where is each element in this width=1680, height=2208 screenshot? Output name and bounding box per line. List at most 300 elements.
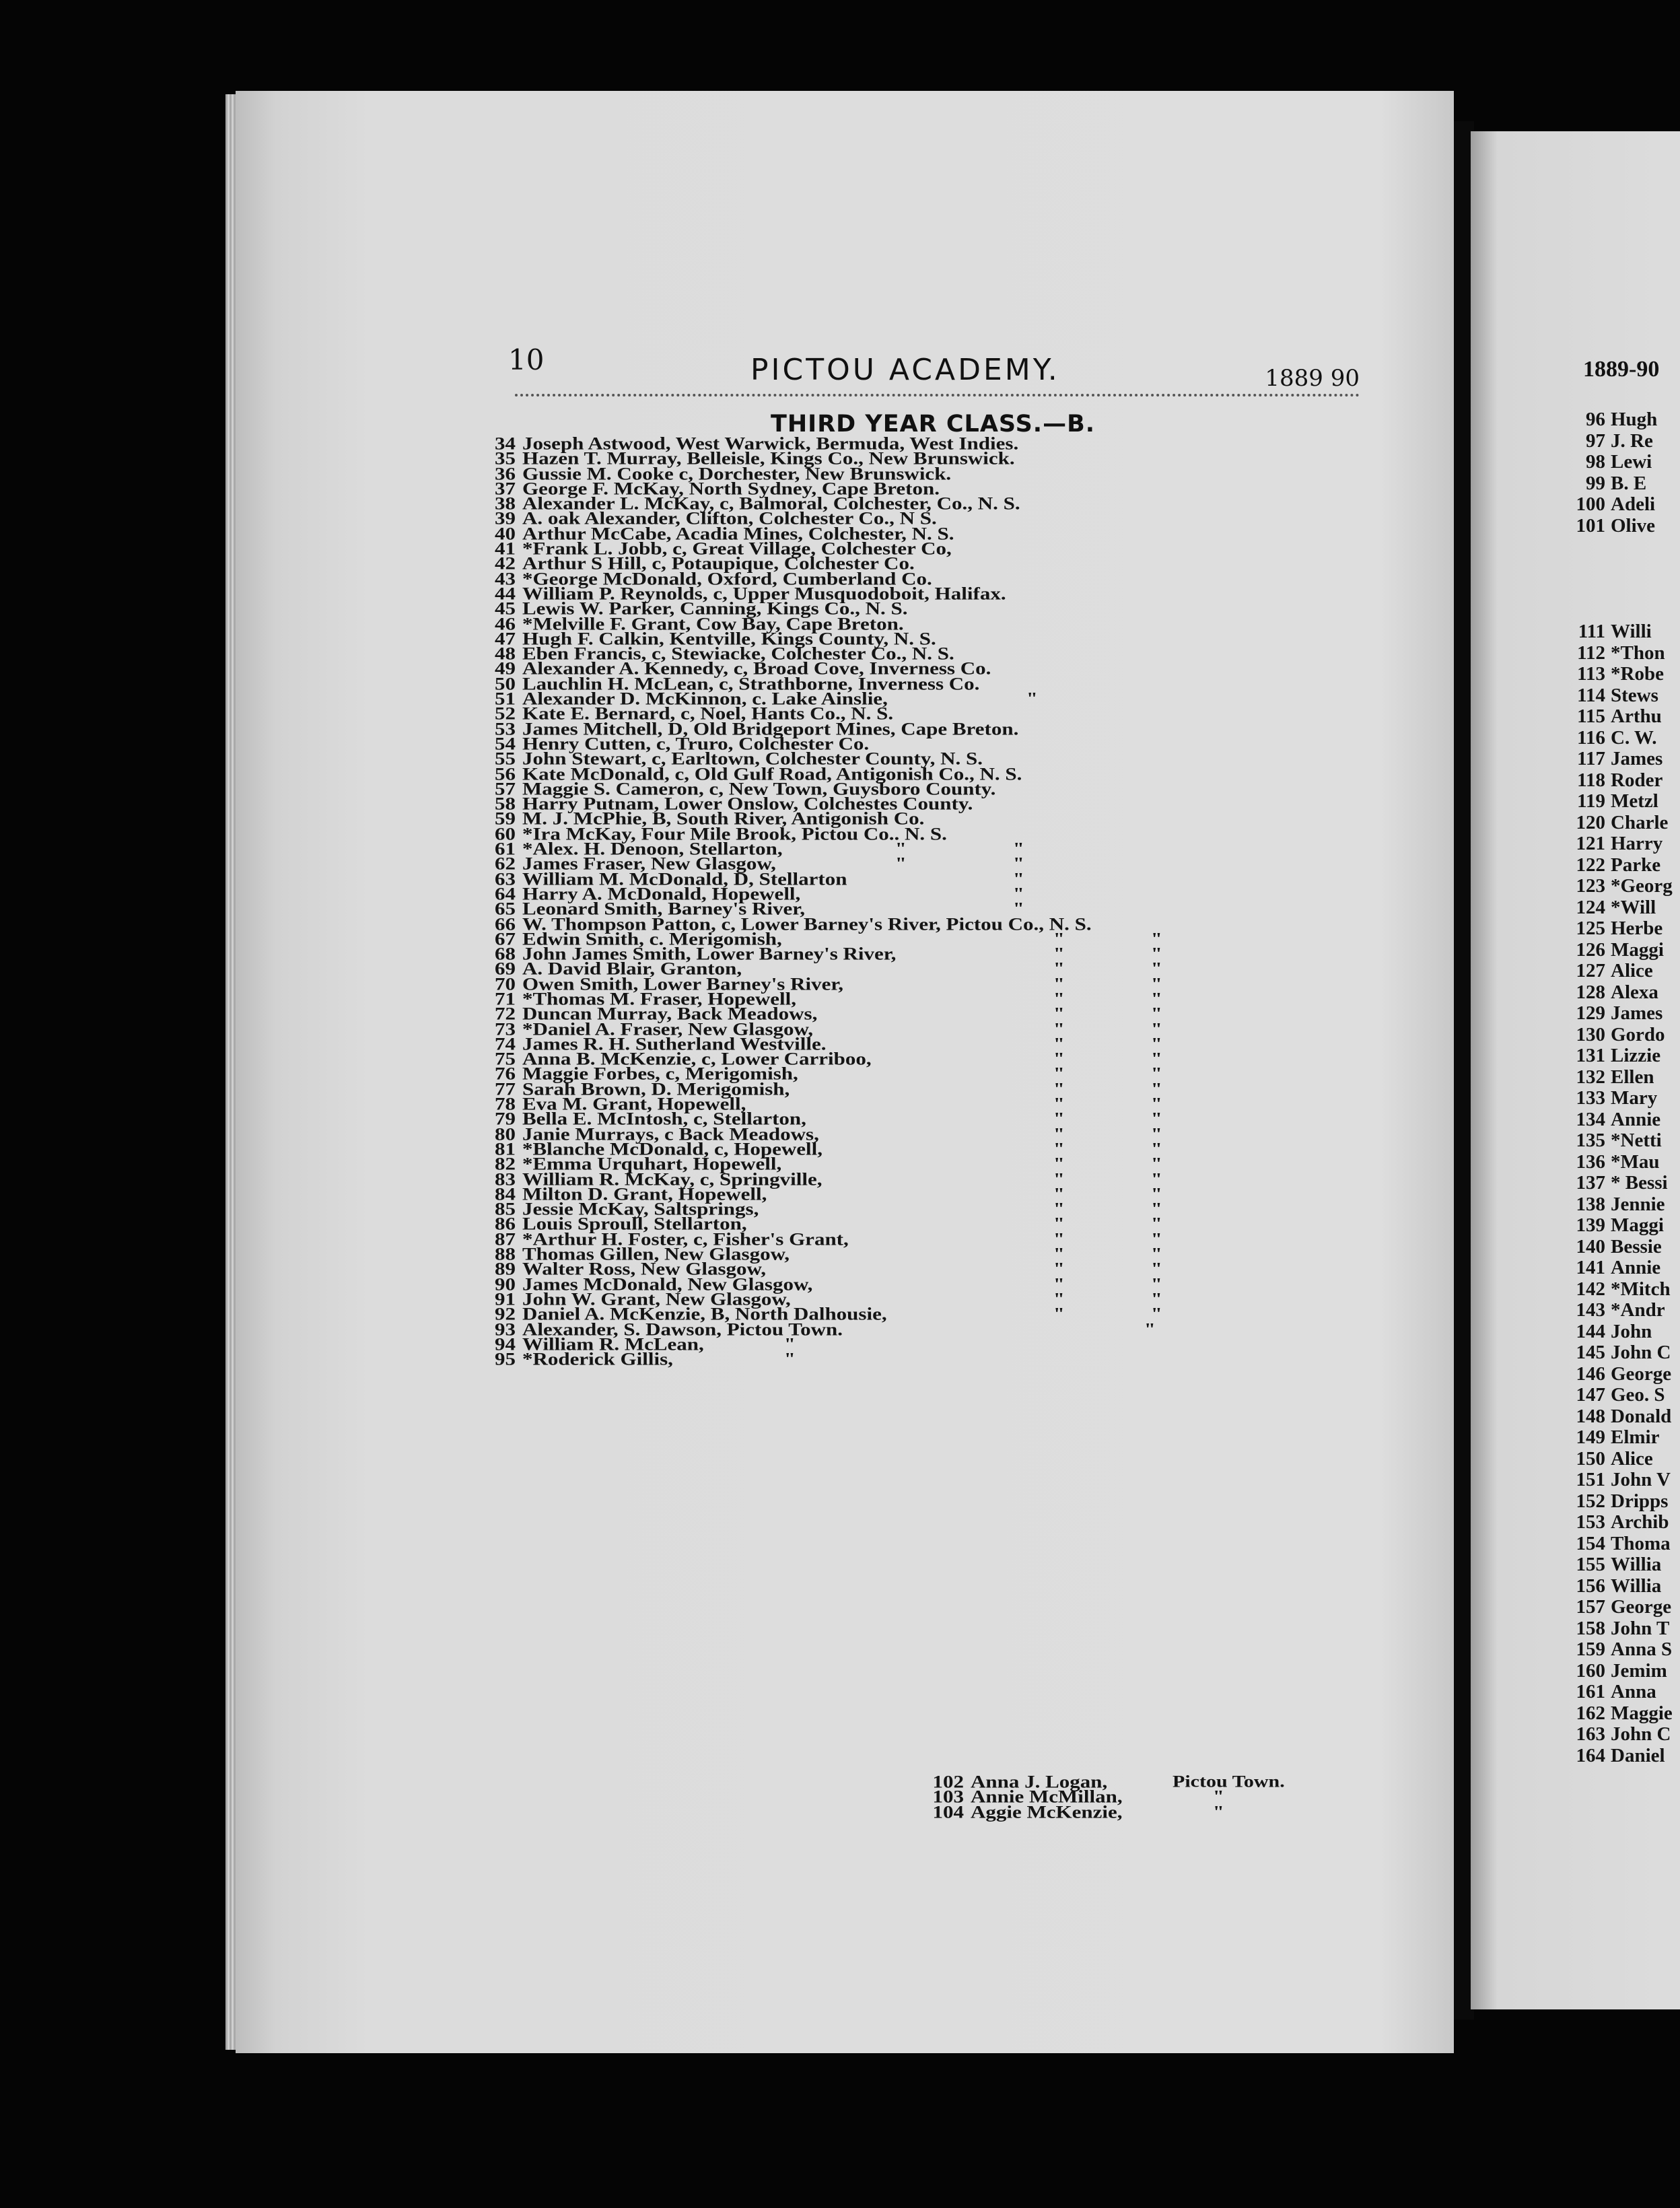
entry-number: 112 — [1577, 642, 1605, 664]
entry-text: Lewi — [1611, 451, 1652, 473]
entry-number: 75 — [495, 1049, 516, 1069]
ditto-mark: " — [1053, 959, 1065, 978]
entry-text: Harry — [1611, 833, 1663, 854]
entry-text: Harry Putnam, Lower Onslow, Colchestes County. — [522, 794, 973, 814]
list-item — [1572, 643, 1679, 664]
entry-number: 100 — [1576, 493, 1605, 515]
entry-text: Olive — [1611, 514, 1656, 537]
entry-text: Edwin Smith, c. Merigomish, — [522, 928, 782, 949]
ditto-mark: " — [1151, 1064, 1162, 1083]
entry-number: 137 — [1576, 1172, 1605, 1194]
entry-number: 85 — [495, 1199, 516, 1219]
entry-number: 79 — [495, 1109, 516, 1129]
student-list — [471, 433, 1312, 1369]
list-item — [1572, 1533, 1679, 1555]
entry-number: 39 — [495, 508, 516, 528]
entry-number: 136 — [1576, 1150, 1605, 1173]
entry-text: *Frank L. Jobb, c, Great Village, Colchester Co, — [522, 538, 952, 559]
ditto-mark: " — [1053, 1049, 1065, 1068]
entry-number: 143 — [1576, 1299, 1605, 1321]
entry-text: Owen Smith, Lower Barney's River, — [522, 973, 844, 994]
entry-text: Mary — [1611, 1087, 1658, 1109]
entry-number: 51 — [495, 688, 516, 709]
entry-text: Lewis W. Parker, Canning, Kings Co., N. S. — [522, 598, 908, 619]
entry-text: Gussie M. Cooke c, Dorchester, New Brunswick. — [522, 463, 952, 483]
second-column-list — [930, 1771, 1334, 1822]
entry-number: 117 — [1577, 748, 1605, 769]
entry-number: 68 — [495, 943, 516, 964]
running-title: PICTOU ACADEMY. — [750, 353, 1060, 387]
entry-text: John C — [1611, 1342, 1671, 1363]
entry-text: Kate E. Bernard, c, Noel, Hants Co., N. S. — [522, 703, 894, 724]
entry-number: 98 — [1586, 451, 1605, 473]
entry-number: 135 — [1576, 1130, 1605, 1151]
list-item — [1572, 918, 1679, 940]
list-item — [1572, 1554, 1679, 1576]
entry-number: 43 — [495, 568, 516, 588]
list-item — [1572, 876, 1679, 897]
list-item — [1572, 1237, 1679, 1258]
entry-text: Thoma — [1611, 1532, 1671, 1554]
entry-text: John T — [1611, 1617, 1670, 1639]
ditto-mark: " — [1151, 1274, 1162, 1294]
entry-text: John W. Grant, New Glasgow, — [522, 1288, 791, 1309]
entry-number: 148 — [1576, 1405, 1605, 1427]
ditto-mark: " — [1151, 974, 1162, 994]
entry-number: 138 — [1576, 1193, 1605, 1215]
entry-text: Jemim — [1611, 1659, 1667, 1682]
entry-text: James — [1611, 1002, 1663, 1024]
list-item — [1572, 685, 1679, 707]
ditto-mark: " — [1053, 1260, 1065, 1278]
entry-number: 164 — [1576, 1744, 1605, 1766]
entry-number: 140 — [1576, 1235, 1605, 1257]
entry-text: William R. McLean, — [522, 1334, 704, 1354]
ditto-mark: " — [1053, 1094, 1065, 1113]
entry-number: 81 — [495, 1138, 516, 1159]
entry-text: Gordo — [1611, 1023, 1665, 1045]
list-item — [1572, 537, 1679, 558]
list-item — [1572, 664, 1679, 685]
entry-number: 78 — [495, 1093, 516, 1114]
entry-text: Anna S — [1611, 1638, 1673, 1660]
list-item — [1572, 1088, 1679, 1109]
list-item — [1572, 1279, 1679, 1301]
list-item — [1572, 1639, 1679, 1661]
entry-text: *Emma Urquhart, Hopewell, — [522, 1154, 782, 1174]
list-item — [1572, 728, 1679, 749]
entry-text: Alexander A. Kennedy, c, Broad Cove, Inverness Co. — [522, 658, 991, 679]
list-item — [1572, 1406, 1679, 1428]
entry-text: *Will — [1611, 896, 1656, 918]
entry-number: 111 — [1578, 621, 1605, 642]
ditto-mark: " — [1053, 1184, 1065, 1204]
list-item — [1572, 452, 1679, 473]
ditto-mark: " — [895, 839, 907, 858]
list-item — [1572, 1152, 1679, 1173]
entry-text: Lauchlin H. McLean, c, Strathborne, Inverness Co. — [522, 673, 980, 694]
page-header — [508, 343, 1360, 390]
entry-text: Annie — [1611, 1257, 1661, 1278]
entry-number: 60 — [495, 823, 516, 844]
entry-text: John C — [1611, 1723, 1671, 1745]
list-item — [1572, 833, 1679, 855]
entry-number: 62 — [495, 854, 516, 874]
entry-text: George — [1611, 1362, 1672, 1385]
list-item — [1572, 558, 1679, 580]
entry-number: 97 — [1586, 429, 1605, 452]
list-item — [1572, 791, 1679, 813]
entry-text: George F. McKay, North Sydney, Cape Breton. — [522, 478, 940, 499]
list-item — [1572, 516, 1679, 537]
ditto-mark: " — [1053, 1199, 1065, 1218]
list-item — [1572, 961, 1679, 982]
entry-number: 104 — [932, 1801, 964, 1822]
entry-number: 92 — [495, 1304, 516, 1324]
list-item — [1572, 1067, 1679, 1089]
entry-text: Alice — [1611, 1447, 1653, 1470]
entry-text: Louis Sproull, Stellarton, — [522, 1214, 747, 1234]
entry-number: 69 — [495, 959, 516, 979]
entry-text: *George McDonald, Oxford, Cumberland Co. — [522, 568, 932, 588]
entry-text: Roder — [1611, 769, 1663, 791]
entry-text: William R. McKay, c, Springville, — [522, 1169, 823, 1189]
entry-number: 70 — [495, 973, 516, 994]
entry-number: 52 — [495, 703, 516, 724]
list-item — [1572, 579, 1679, 600]
list-item — [1572, 1215, 1679, 1237]
entry-number: 47 — [495, 628, 516, 649]
ditto-mark: " — [1013, 884, 1024, 903]
ditto-mark: " — [1013, 839, 1024, 858]
entry-number: 147 — [1576, 1384, 1605, 1406]
entry-text: Alexander L. McKay, c, Balmoral, Colchester, Co., N. S. — [522, 493, 1020, 514]
list-item — [1572, 770, 1679, 792]
ditto-mark: " — [1151, 1304, 1162, 1323]
ditto-mark: " — [1151, 1079, 1162, 1099]
list-item — [1572, 1300, 1679, 1321]
entry-text: Duncan Murray, Back Meadows, — [522, 1004, 818, 1024]
entry-text: Janie Murrays, c Back Meadows, — [522, 1124, 819, 1144]
entry-text: *Arthur H. Foster, c, Fisher's Grant, — [522, 1229, 849, 1249]
entry-text: Maggie Forbes, c, Merigomish, — [522, 1064, 798, 1084]
entry-number: 93 — [495, 1319, 516, 1339]
right-page-year: 1889-90 — [1583, 357, 1660, 382]
list-item — [1572, 1385, 1679, 1406]
ditto-mark: " — [1151, 1199, 1162, 1218]
list-item — [1572, 1364, 1679, 1385]
list-item — [1572, 982, 1679, 1004]
entry-text: C. W. — [1611, 726, 1657, 749]
entry-text: Dripps — [1611, 1490, 1669, 1512]
entry-number: 74 — [495, 1033, 516, 1054]
entry-text: Harry A. McDonald, Hopewell, — [522, 883, 801, 904]
list-item — [1572, 897, 1679, 919]
entry-text: Kate McDonald, c, Old Gulf Road, Antigonish Co., N. S. — [522, 763, 1022, 784]
entry-number: 72 — [495, 1004, 516, 1024]
entry-text: Jessie McKay, Saltsprings, — [522, 1199, 759, 1219]
entry-number: 113 — [1577, 663, 1605, 685]
entry-text: James Mitchell, D, Old Bridgeport Mines, Cape Breton. — [522, 718, 1019, 738]
entry-text: Stews — [1611, 684, 1658, 706]
entry-text: Willia — [1611, 1575, 1662, 1597]
entry-place: Pictou Town. — [1172, 1772, 1285, 1791]
list-item — [1572, 749, 1679, 770]
page-number: 10 — [508, 343, 545, 376]
entry-number: 121 — [1576, 833, 1605, 854]
ditto-mark: " — [1013, 854, 1024, 873]
ditto-mark: " — [1053, 929, 1065, 948]
entry-text: Hugh — [1611, 409, 1658, 430]
entry-text: Hazen T. Murray, Belleisle, Kings Co., New Brunswick. — [522, 448, 1015, 469]
ditto-mark: " — [1053, 1079, 1065, 1099]
entry-number: 116 — [1577, 726, 1605, 749]
list-item — [1572, 1427, 1679, 1449]
entry-text: *Blanche McDonald, c, Hopewell, — [522, 1138, 823, 1159]
entry-number: 35 — [495, 448, 516, 469]
entry-text: *Melville F. Grant, Cow Bay, Cape Breton. — [522, 613, 904, 633]
entry-text: *Thon — [1611, 642, 1665, 664]
entry-text: Hugh F. Calkin, Kentville, Kings County, N. S. — [522, 628, 936, 649]
entry-text: Joseph Astwood, West Warwick, Bermuda, West Indies. — [522, 433, 1019, 454]
ditto-mark: " — [1053, 1244, 1065, 1264]
entry-number: 149 — [1576, 1426, 1605, 1448]
ditto-mark: " — [1144, 1319, 1156, 1338]
ditto-mark: " — [1053, 1019, 1065, 1039]
entry-number: 91 — [495, 1288, 516, 1309]
ditto-mark: " — [1151, 1034, 1162, 1054]
entry-text: Bella E. McIntosh, c, Stellarton, — [522, 1109, 806, 1129]
entry-text: Daniel — [1611, 1744, 1665, 1766]
entry-number: 45 — [495, 598, 516, 619]
ditto-mark: " — [1151, 959, 1162, 978]
entry-text: Elmir — [1611, 1426, 1660, 1448]
entry-text: *Netti — [1611, 1130, 1662, 1151]
ditto-mark: " — [1053, 944, 1065, 963]
list-item — [1572, 621, 1679, 643]
ditto-mark: " — [1151, 1139, 1162, 1159]
entry-text: Bessie — [1611, 1235, 1662, 1257]
list-item — [1572, 1173, 1679, 1194]
entry-text: Eben Francis, c, Stewiacke, Colchester Co., N. S. — [522, 644, 954, 664]
list-item — [1572, 1597, 1679, 1618]
list-item — [1572, 1576, 1679, 1597]
entry-text: Thomas Gillen, New Glasgow, — [522, 1243, 790, 1264]
entry-number: 55 — [495, 749, 516, 769]
entry-text: Milton D. Grant, Hopewell, — [522, 1183, 767, 1204]
entry-text: Leonard Smith, Barney's River, — [522, 899, 805, 919]
entry-number: 129 — [1576, 1002, 1605, 1024]
entry-number: 120 — [1576, 811, 1605, 833]
entry-text: *Thomas M. Fraser, Hopewell, — [522, 988, 796, 1009]
header-year: 1889 90 — [1265, 365, 1360, 392]
entry-number: 126 — [1576, 938, 1605, 961]
entry-number: 124 — [1576, 896, 1605, 918]
entry-number: 56 — [495, 763, 516, 784]
entry-text: Adeli — [1611, 493, 1656, 515]
entry-text: Alexander D. McKinnon, c. Lake Ainslie, — [522, 688, 888, 709]
entry-number: 49 — [495, 658, 516, 679]
list-item — [1572, 1130, 1679, 1152]
ditto-mark: " — [895, 854, 907, 873]
ditto-mark: " — [1151, 1214, 1162, 1233]
entry-text: *Mitch — [1611, 1278, 1671, 1300]
entry-number: 40 — [495, 523, 516, 544]
entry-text: John Stewart, c, Earltown, Colchester County, N. S. — [522, 749, 983, 769]
entry-text: J. Re — [1611, 429, 1653, 452]
entry-number: 61 — [495, 838, 516, 859]
entry-text: Maggi — [1611, 938, 1664, 961]
entry-text: William M. McDonald, D, Stellarton — [522, 868, 847, 889]
entry-number: 34 — [495, 433, 516, 454]
ditto-mark: " — [1053, 1139, 1065, 1159]
entry-text: Arthu — [1611, 705, 1662, 727]
ditto-mark: " — [1053, 1124, 1065, 1144]
entry-number: 73 — [495, 1019, 516, 1039]
list-item — [1572, 813, 1679, 834]
entry-number: 64 — [495, 883, 516, 904]
entry-text: Alexa — [1611, 981, 1658, 1003]
entry-text: Willia — [1611, 1554, 1662, 1575]
entry-number: 53 — [495, 718, 516, 738]
entry-text: Donald — [1611, 1405, 1672, 1427]
entry-number: 154 — [1576, 1532, 1605, 1554]
entry-number: 118 — [1577, 769, 1605, 791]
entry-number: 157 — [1576, 1596, 1605, 1618]
entry-number: 101 — [1576, 514, 1605, 537]
ditto-mark: " — [1053, 1169, 1065, 1189]
entry-text: Maggie S. Cameron, c, New Town, Guysboro County. — [522, 778, 996, 799]
entry-number: 133 — [1576, 1087, 1605, 1109]
ditto-mark: " — [1151, 1094, 1162, 1113]
ditto-mark: " — [1013, 899, 1024, 918]
entry-text: Henry Cutten, c, Truro, Colchester Co. — [522, 733, 870, 754]
entry-number: 156 — [1576, 1575, 1605, 1597]
ditto-mark: " — [1151, 1260, 1162, 1278]
entry-text: Aggie McKenzie, — [971, 1801, 1123, 1822]
entry-number: 37 — [495, 478, 516, 499]
list-item — [1572, 1618, 1679, 1640]
ditto-mark: " — [1151, 1169, 1162, 1189]
entry-text: Charle — [1611, 811, 1669, 833]
entry-text: James Fraser, New Glasgow, — [522, 854, 776, 874]
entry-text: Arthur S Hill, c, Potaupique, Colchester Co. — [522, 553, 915, 574]
list-item — [1572, 1321, 1679, 1343]
entry-number: 94 — [495, 1334, 516, 1354]
entry-text: James McDonald, New Glasgow, — [522, 1274, 813, 1294]
ditto-mark: " — [1053, 1289, 1065, 1309]
list-item — [1572, 1703, 1679, 1725]
entry-text: James R. H. Sutherland Westville. — [522, 1033, 827, 1054]
entry-number: 132 — [1576, 1066, 1605, 1088]
entry-text: Alexander, S. Dawson, Pictou Town. — [522, 1319, 843, 1339]
ditto-mark: " — [1053, 1064, 1065, 1083]
entry-number: 57 — [495, 778, 516, 799]
ditto-mark: " — [1053, 1004, 1065, 1023]
list-item — [1572, 1449, 1679, 1470]
ditto-mark: " — [1151, 989, 1162, 1008]
entry-text: Daniel A. McKenzie, B, North Dalhousie, — [522, 1304, 887, 1324]
list-item — [1572, 1682, 1679, 1703]
entry-text: Anna B. McKenzie, c, Lower Carriboo, — [522, 1049, 872, 1069]
entry-text: A. David Blair, Granton, — [522, 959, 742, 979]
ditto-mark: " — [1151, 929, 1162, 948]
list-item — [1572, 1257, 1679, 1279]
list-item — [1572, 1025, 1679, 1046]
entry-number: 67 — [495, 928, 516, 949]
list-item — [1572, 1003, 1679, 1025]
list-item — [1572, 431, 1679, 452]
entry-number: 99 — [1586, 472, 1605, 494]
entry-text: Alice — [1611, 960, 1653, 981]
entry-number: 48 — [495, 644, 516, 664]
entry-number: 89 — [495, 1259, 516, 1279]
ditto-mark: " — [1151, 1229, 1162, 1249]
entry-text: *Ira McKay, Four Mile Brook, Pictou Co.. N. S. — [522, 823, 947, 844]
entry-number: 160 — [1576, 1659, 1605, 1682]
entry-text: *Mau — [1611, 1150, 1660, 1173]
entry-number: 144 — [1576, 1320, 1605, 1342]
entry-text: * Bessi — [1611, 1172, 1668, 1194]
entry-text: Annie McMillan, — [971, 1787, 1123, 1807]
entry-number: 119 — [1577, 790, 1605, 812]
list-item — [1572, 1724, 1679, 1746]
entry-text: Willi — [1611, 621, 1652, 642]
entry-number: 122 — [1576, 854, 1605, 876]
entry-number: 145 — [1576, 1342, 1605, 1363]
entry-text: George — [1611, 1596, 1672, 1618]
entry-text: Maggi — [1611, 1214, 1664, 1236]
entry-text: Walter Ross, New Glasgow, — [522, 1259, 766, 1279]
entry-number: 155 — [1576, 1554, 1605, 1575]
ditto-mark: " — [1151, 1004, 1162, 1023]
entry-number: 87 — [495, 1229, 516, 1249]
entry-text: Metzl — [1611, 790, 1658, 812]
ditto-mark: " — [1026, 689, 1038, 708]
entry-text: Arthur McCabe, Acadia Mines, Colchester, N. S. — [522, 523, 954, 544]
entry-number: 58 — [495, 794, 516, 814]
entry-number: 142 — [1576, 1278, 1605, 1300]
entry-number: 134 — [1576, 1108, 1605, 1130]
list-item — [1572, 1470, 1679, 1491]
ditto-mark: " — [1053, 1034, 1065, 1054]
list-item — [1572, 600, 1679, 622]
right-page-list — [1572, 409, 1679, 1766]
entry-number: 38 — [495, 493, 516, 514]
entry-text: Geo. S — [1611, 1384, 1665, 1406]
ditto-mark: " — [1151, 1019, 1162, 1039]
entry-number: 83 — [495, 1169, 516, 1189]
entry-text: Jennie — [1611, 1193, 1665, 1215]
ditto-mark: " — [1151, 1109, 1162, 1128]
entry-text: A. oak Alexander, Clifton, Colchester Co., N S. — [522, 508, 937, 528]
list-item — [1572, 1746, 1679, 1767]
entry-number: 50 — [495, 673, 516, 694]
entry-number: 88 — [495, 1243, 516, 1264]
list-item — [1572, 1342, 1679, 1364]
entry-text: M. J. McPhie, B, South River, Antigonish Co. — [522, 808, 925, 829]
entry-number: 163 — [1576, 1723, 1605, 1745]
entry-number: 36 — [495, 463, 516, 483]
list-item — [1572, 1491, 1679, 1513]
entry-number: 158 — [1576, 1617, 1605, 1639]
entry-number: 162 — [1576, 1702, 1605, 1724]
entry-number: 141 — [1576, 1257, 1605, 1278]
entry-text: *Andr — [1611, 1299, 1665, 1321]
entry-text: Eva M. Grant, Hopewell, — [522, 1093, 746, 1114]
list-item — [1572, 1045, 1679, 1067]
entry-number: 59 — [495, 808, 516, 829]
